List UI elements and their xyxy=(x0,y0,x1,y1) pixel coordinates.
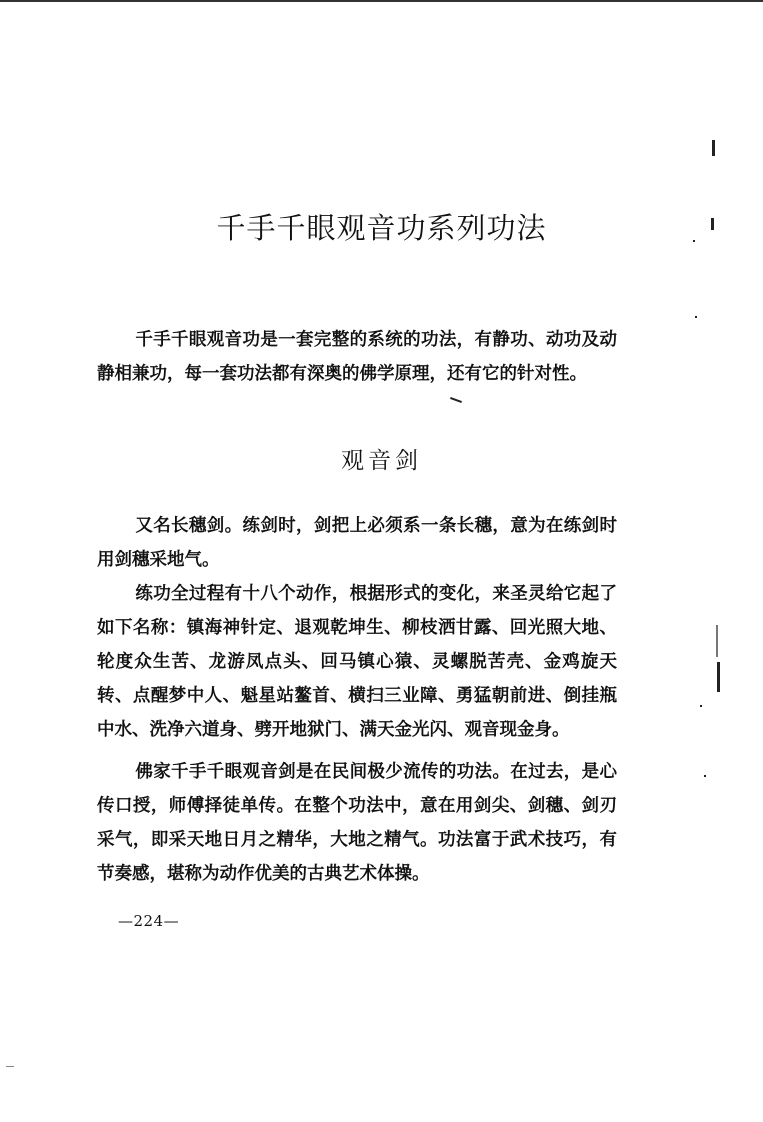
scan-speck xyxy=(711,218,714,230)
section-paragraph-1 xyxy=(97,509,617,577)
section-heading: 观音剑 xyxy=(341,448,422,474)
paragraph-2-text: 练功全过程有十八个动作，根据形式的变化，来圣灵给它起了如下名称：镇海神针定、退观乾坤生、柳枝洒甘露、回光照大地、轮度众生苦、龙游凤点头、回马镇心猿、灵螺脱苦壳、金鸡旋天转、点醒梦中人、魁星站鳌首、横扫三业障、勇猛朝前进、倒挂瓶中水、洗净六道身、劈开地狱门、满天金光闪、观音现金身。 xyxy=(97,584,617,740)
top-rule xyxy=(0,0,763,2)
intro-text: 千手千眼观音功是一套完整的系统的功法，有静功、动功及动静相兼功，每一套功法都有深奥的佛学原理，还有它的针对性。 xyxy=(97,330,617,384)
paragraph-1-text: 又名长穗剑。练剑时，剑把上必须系一条长穗，意为在练剑时用剑穗采地气。 xyxy=(97,516,617,570)
page-title: 千手千眼观音功系列功法 xyxy=(216,211,547,245)
scan-speck xyxy=(6,1066,14,1067)
scan-speck xyxy=(704,775,706,777)
section-paragraph-3 xyxy=(97,755,617,891)
paragraph-3-text: 佛家千手千眼观音剑是在民间极少流传的功法。在过去，是心传口授，师傅择徒单传。在整个功法中，意在用剑尖、剑穗、剑刃采气，即采天地日月之精华，大地之精气。功法富于武术技巧，有节奏感，堪称为动作优美的古典艺术体操。 xyxy=(97,762,617,884)
scan-speck xyxy=(450,397,462,403)
scan-speck xyxy=(717,662,720,692)
intro-paragraph xyxy=(97,323,617,391)
page-number: —224— xyxy=(118,912,180,930)
section-paragraph-2 xyxy=(97,577,617,747)
scan-speck xyxy=(716,625,718,657)
scan-speck xyxy=(700,705,702,707)
scan-speck xyxy=(712,140,715,156)
scan-speck xyxy=(695,316,697,318)
scan-speck xyxy=(693,240,695,242)
